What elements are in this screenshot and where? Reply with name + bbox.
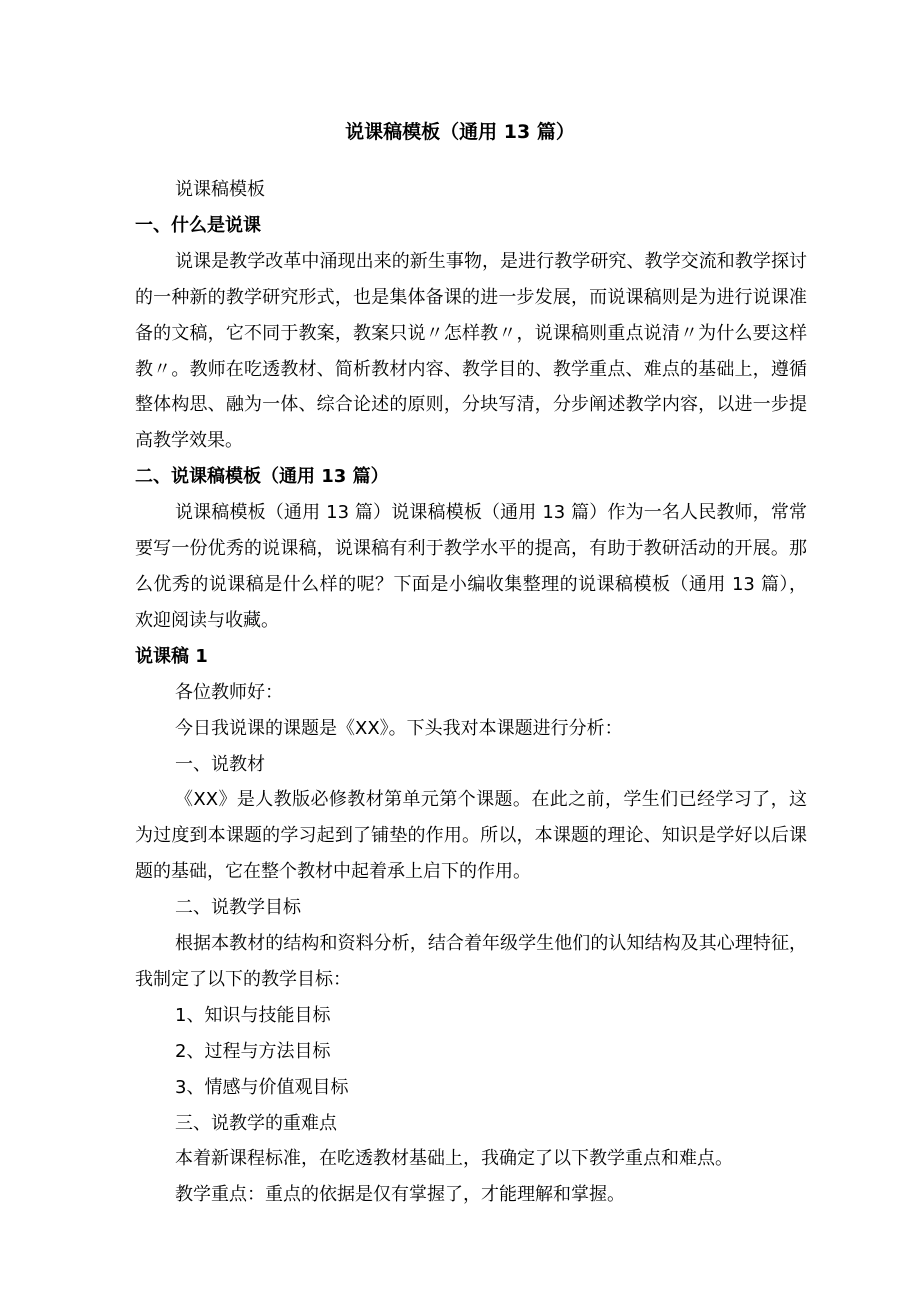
document-body [135, 172, 807, 1213]
section-heading-draft-1: 说课稿 1 [135, 645, 208, 667]
paragraph-definition: 说课是教学改革中涌现出来的新生事物，是进行教学研究、教学交流和教学探讨的一种新的教学研究形式，也是集体备课的进一步发展，而说课稿则是为进行说课准备的文稿，它不同于教案，教案只说〃怎样教〃，说课稿则重点说清〃为什么要这样教〃。教师在吃透教材、简析教材内容、教学目的、教学重点、难点的基础上，遵循整体构思、融为一体、综合论述的原则，分块写清，分步阐述教学内容，以进一步提高教学效果。 [135, 250, 807, 452]
paragraph-topic: 今日我说课的课题是《XX》。下头我对本课题进行分析： [175, 717, 623, 739]
subheading-textbook: 一、说教材 [175, 753, 265, 775]
section-heading-what-is-shuoke: 一、什么是说课 [135, 214, 261, 236]
list-item-objective-2: 2、过程与方法目标 [175, 1040, 331, 1062]
list-item-objective-3: 3、情感与价值观目标 [175, 1076, 349, 1098]
paragraph-greeting: 各位教师好： [175, 681, 283, 703]
document-title: 说课稿模板（通用 13 篇） [345, 121, 575, 143]
paragraph-key-points: 本着新课程标准，在吃透教材基础上，我确定了以下教学重点和难点。 [175, 1148, 733, 1170]
paragraph-teaching-focus: 教学重点：重点的依据是仅有掌握了，才能理解和掌握。 [175, 1184, 625, 1206]
subheading-objectives: 二、说教学目标 [175, 897, 301, 919]
paragraph-template-intro: 说课稿模板（通用 13 篇）说课稿模板（通用 13 篇）作为一名人民教师，常常要写一份优秀的说课稿，说课稿有利于教学水平的提高，有助于教研活动的开展。那么优秀的说课稿是什么样的呢？下面是小编收集整理的说课稿模板（通用 13 篇），欢迎阅读与收藏。 [135, 502, 807, 631]
paragraph-objectives: 根据本教材的结构和资料分析，结合着年级学生他们的认知结构及其心理特征，我制定了以下的教学目标： [135, 933, 807, 990]
section-heading-template: 二、说课稿模板（通用 13 篇） [135, 466, 389, 488]
subheading-key-points: 三、说教学的重难点 [175, 1112, 337, 1134]
paragraph-textbook: 《XX》是人教版必修教材第单元第个课题。在此之前，学生们已经学习了，这为过度到本课题的学习起到了铺垫的作用。所以，本课题的理论、知识是学好以后课题的基础，它在整个教材中起着承上启下的作用。 [135, 789, 807, 883]
paragraph-intro-label: 说课稿模板 [175, 179, 265, 200]
list-item-objective-1: 1、知识与技能目标 [175, 1004, 331, 1026]
